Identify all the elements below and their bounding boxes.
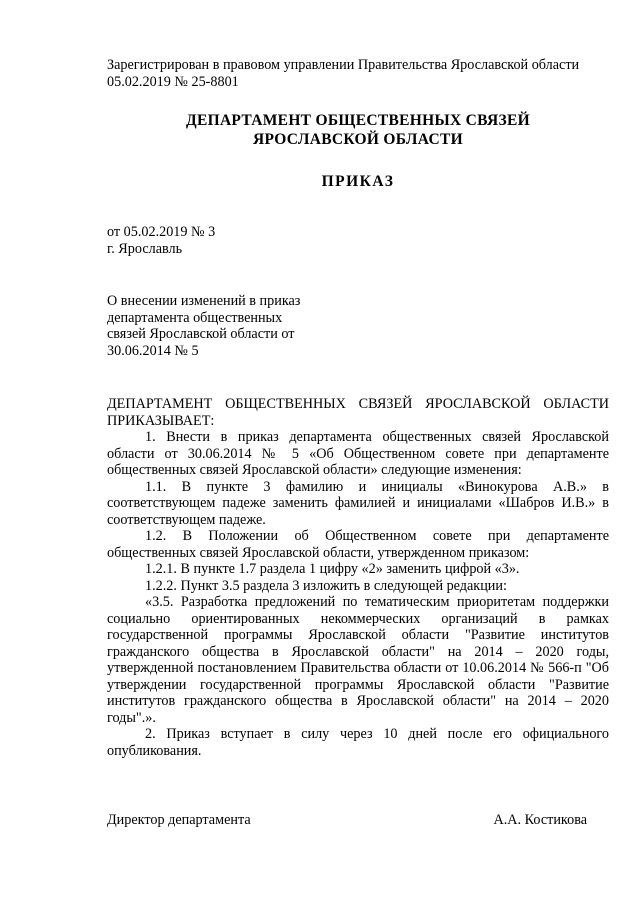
document-body [107,396,609,759]
paragraph-1-1: 1.1. В пункте 3 фамилию и инициалы «Винокурова А.В.» в соответствующем падеже заменить фамилией и инициалами «Шабров И.В.» в соответствующем падеже. [107,478,609,528]
paragraph-1-2-1: 1.2.1. В пункте 1.7 раздела 1 цифру «2» заменить цифрой «3». [145,561,520,577]
registration-stamp [107,57,609,90]
subject-line: О внесении изменений в приказ [107,293,301,309]
paragraph-3-5: «3.5. Разработка предложений по тематическим приоритетам поддержки социально ориентированных некоммерческих организаций в рамках государственной программы Ярославской области "Развитие институтов гражданского общества в Ярославской области" на 2014 – 2020 годы, утвержденной постановлением Правительства области от 10.06.2014 № 566-п "Об утверждении государственной программы Ярославской области "Развитие институтов гражданского общества в Ярославской области" на 2014 – 2020 годы".». [107,594,609,726]
paragraph-1-2-2: 1.2.2. Пункт 3.5 раздела 3 изложить в следующей редакции: [145,577,507,594]
document-subject [107,293,337,359]
signatory-position: Директор департамента [107,812,251,828]
department-title-line1: ДЕПАРТАМЕНТ ОБЩЕСТВЕННЫХ СВЯЗЕЙ [185,112,530,129]
document-meta [107,224,609,257]
paragraph-2: 2. Приказ вступает в силу через 10 дней после его официального опубликования. [107,726,609,759]
department-title-line2: ЯРОСЛАВСКОЙ ОБЛАСТИ [253,131,463,148]
department-title [107,111,609,149]
signatory-name: А.А. Костикова [493,812,587,828]
document-type: ПРИКАЗ [321,173,395,190]
registration-line: Зарегистрирован в правовом управлении Правительства Ярославской области [107,57,580,73]
paragraph-1-2: 1.2. В Положении об Общественном совете при департаменте общественных связей Ярославской области, утвержденном приказом: [107,528,609,561]
intro-paragraph: ДЕПАРТАМЕНТ ОБЩЕСТВЕННЫХ СВЯЗЕЙ ЯРОСЛАВСКОЙ ОБЛАСТИ ПРИКАЗЫВАЕТ: [107,396,609,429]
registration-number: 05.02.2019 № 25-8801 [107,73,239,90]
city: г. Ярославль [107,240,183,257]
paragraph-1: 1. Внести в приказ департамента общественных связей Ярославской области от 30.06.2014 № 5 «Об Общественном совете при департаменте общественных связей Ярославской области» следующие изменения: [107,429,609,478]
subject-line: департамента общественных [107,309,283,326]
date-number: от 05.02.2019 № 3 [107,224,216,240]
subject-line: 30.06.2014 № 5 [107,342,199,359]
subject-line: связей Ярославской области от [107,326,295,342]
